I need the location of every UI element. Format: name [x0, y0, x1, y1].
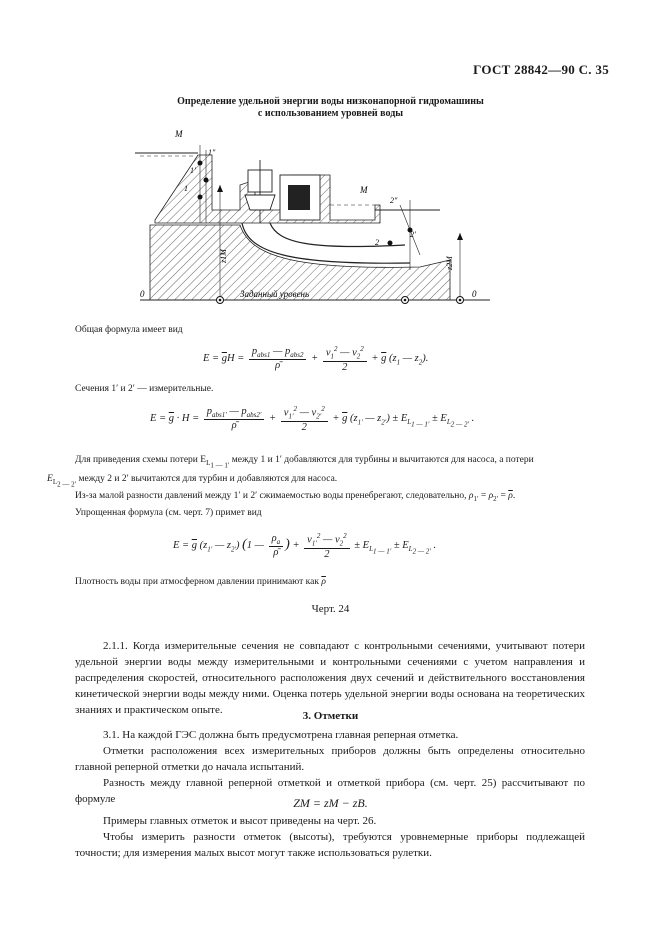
paragraph-3-2: Отметки расположения всех измерительных приборов должны быть определены относительно главной реперной отметки до начала испытаний.: [75, 745, 585, 773]
text-losses-line2: $E_{L_{2 — 2'}}$ между 2 и 2′ вычитаются для турбин и добавляются для насоса.: [47, 474, 338, 489]
label-section-2: 2: [375, 238, 379, 247]
label-section-2pp: 2″: [390, 196, 398, 205]
formula-simplified: $E = \overline{g}$ ($z_{1'}$ — $z_{2'}$) (1 — $\frac{\rho_a}{\rhō}$ ) + $\frac{v_{1'}^2 — v_2^2}{2}$ ± $E_{L_{1 — 1'}} \pm E_{L_{2 — 2'}}$ .: [173, 532, 437, 560]
text-sections-intro: Сечения 1′ и 2′ — измерительные.: [75, 384, 214, 394]
text-losses-line1: Для приведения схемы потери $E_{L_{1 — 1'}}$ между 1 и 1′ добавляются для турбины и вычитаются для насоса, а потери: [75, 455, 534, 470]
label-z2m: z2M: [445, 256, 454, 270]
formula-measured: $E = \overline{g} \cdot H$ = $\frac{p_{abs1'} — p_{abs2'}}{\rhō}$ + $\frac{v_{1'}^2 — v_{2'}^2}{2}$ + $\overline{g}$ ($z_{1'}$ — $z_{2'}) \pm E_{L_{1 — 1'}} \pm E_{L_{2 — 2'}}$ .: [150, 405, 475, 433]
text-density: Плотность воды при атмосферном давлении принимают как $\overline{\rho}$: [75, 577, 326, 587]
label-z1m: z1M: [219, 249, 228, 263]
label-section-2p: 2′: [410, 230, 416, 239]
label-m-right: M: [360, 185, 368, 195]
paragraph-3-5: Чтобы измерить разности отметок (высоты), требуются уровнемерные приборы подлежащей точности; для измерения малых высот могут также использоваться рулетки.: [75, 831, 585, 859]
text-simplified-intro: Упрощенная формула (см. черт. 7) примет вид: [75, 508, 262, 518]
formula-zm: ZM = zM − zB.: [293, 796, 368, 810]
label-section-1: 1: [184, 184, 188, 193]
paragraph-3-1: 3.1. На каждой ГЭС должна быть предусмотрена главная реперная отметка.: [103, 729, 459, 741]
label-zero-left: 0: [140, 289, 145, 299]
text-compressibility: Из-за малой разности давлений между 1′ и 2′ сжимаемостью воды пренебрегают, следовательно, $\rho_{1'} = \rho_{2'} = \overline{\rho}$.: [75, 491, 516, 503]
paragraph-3-4: Примеры главных отметок и высот приведены на черт. 26.: [103, 815, 377, 827]
figure-title-line2: с использованием уровней воды: [257, 108, 404, 119]
figure-caption: Черт. 24: [311, 603, 350, 615]
label-section-1pp: 1″: [208, 148, 216, 157]
label-zero-right: 0: [472, 289, 477, 299]
label-m-left: M: [175, 129, 183, 139]
formula-general: $E = \overline{g}H$ = $\frac{p_{abs1} — p_{abs2}}{\rhō}$ + $\frac{v_1^2 — v_2^2}{2}$ + $\overline{g}$ ($z_1$ — $z_2$).: [203, 345, 429, 373]
label-section-1p: 1′: [190, 166, 196, 175]
paragraph-3-3: Разность между главной реперной отметкой и отметкой прибора (см. черт. 25) рассчитывают по формуле: [75, 777, 585, 805]
page-header: ГОСТ 28842—90 С. 35: [473, 62, 609, 77]
text-general-intro: Общая формула имеет вид: [75, 325, 183, 335]
paragraph-2-1-1: 2.1.1. Когда измерительные сечения не совпадают с контрольными сечениями, учитывают потери удельной энергии воды между измерительными и контрольными сечениями с учетом направления и распределения скоростей, относительного расположения двух сечений и действительного восстановления кинетической энергии воды между ними. Оценка потерь удельной энергии воды основана на теоретических знаниях и практическом опыте.: [75, 640, 585, 716]
hydro-diagram: [120, 125, 510, 315]
section-3-title: 3. Отметки: [302, 710, 359, 722]
figure-title-line1: Определение удельной энергии воды низконапорной гидромашины: [177, 96, 484, 107]
label-datum: Заданный уровень: [240, 289, 310, 299]
